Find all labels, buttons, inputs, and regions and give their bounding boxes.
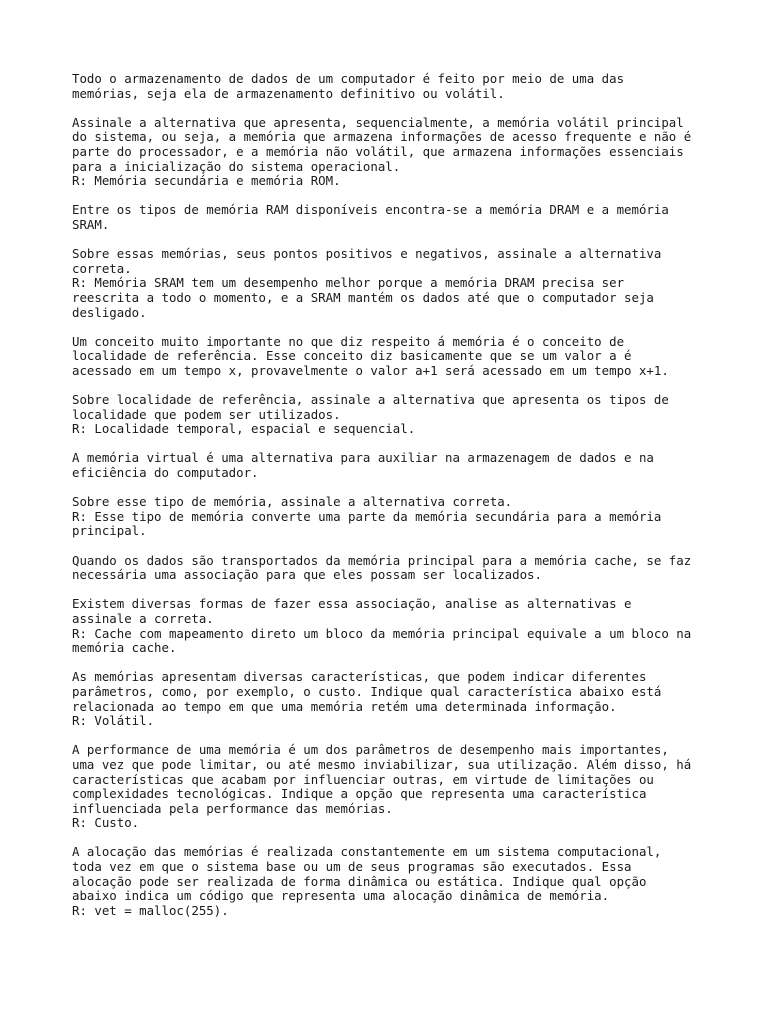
paragraph-locality-question: Sobre localidade de referência, assinale a alternativa que apresenta os tipos de localidade que podem ser utilizados. R: Localidade temporal, espacial e sequencial. xyxy=(72,392,669,437)
paragraph-virtual-memory-question: Sobre esse tipo de memória, assinale a alternativa correta. R: Esse tipo de memória converte uma parte da memória secundária para a memória principal. xyxy=(72,494,662,539)
paragraph-cache-association-question: Existem diversas formas de fazer essa associação, analise as alternativas e assinale a correta. R: Cache com mapeamento direto um bloco da memória principal equivale a um bloco na memória cache. xyxy=(72,596,692,656)
paragraph-ram-types: Entre os tipos de memória RAM disponíveis encontra-se a memória DRAM e a memória SRAM. xyxy=(72,202,669,232)
paragraph-sram-dram-question: Sobre essas memórias, seus pontos positivos e negativos, assinale a alternativa correta. R: Memória SRAM tem um desempenho melhor porque a memória DRAM precisa ser reescrita a todo o momento, e a SRAM mantém os dados até que o computador seja desligado. xyxy=(72,246,662,320)
paragraph-characteristics-question: As memórias apresentam diversas características, que podem indicar diferentes parâmetros, como, por exemplo, o custo. Indique qual característica abaixo está relacionada ao tempo em que uma memória retém uma determinada informação. R: Volátil. xyxy=(72,669,662,729)
paragraph-allocation-question: A alocação das memórias é realizada constantemente em um sistema computacional, toda vez em que o sistema base ou um de seus programas são executados. Essa alocação pode ser realizada de forma dinâmica ou estática. Indique qual opção abaixo indica um código que representa uma alocação dinâmica de memória. R: vet = malloc(255). xyxy=(72,844,662,918)
paragraph-volatile-question: Assinale a alternativa que apresenta, sequencialmente, a memória volátil principal do sistema, ou seja, a memória que armazena informações de acesso frequente e não é parte do processador, e a memória não volátil, que armazena informações essenciais para a inicialização do sistema operacional. R: Memória secundária e memória ROM. xyxy=(72,114,692,189)
document-page xyxy=(72,72,702,933)
paragraph-memory-storage: Todo o armazenamento de dados de um computador é feito por meio de uma das memórias, seja ela de armazenamento definitivo ou volátil. xyxy=(72,71,625,101)
paragraph-locality-concept: Um conceito muito importante no que diz respeito á memória é o conceito de localidade de referência. Esse conceito diz basicamente que se um valor a é acessado em um tempo x, provavelmente o valor a+1 será acessado em um tempo x+1. xyxy=(72,333,669,378)
paragraph-cache-transport: Quando os dados são transportados da memória principal para a memória cache, se faz necessária uma associação para que eles possam ser localizados. xyxy=(72,552,692,583)
paragraph-virtual-memory: A memória virtual é uma alternativa para auxiliar na armazenagem de dados e na eficiência do computador. xyxy=(72,450,654,481)
paragraph-performance-question: A performance de uma memória é um dos parâmetros de desempenho mais importantes, uma vez que pode limitar, ou até mesmo inviabilizar, sua utilização. Além disso, há características que acabam por influenciar outras, em virtude de limitações ou complexidades tecnológicas. Indique a opção que representa uma característica influenciada pela performance das memórias. R: Custo. xyxy=(72,742,692,831)
